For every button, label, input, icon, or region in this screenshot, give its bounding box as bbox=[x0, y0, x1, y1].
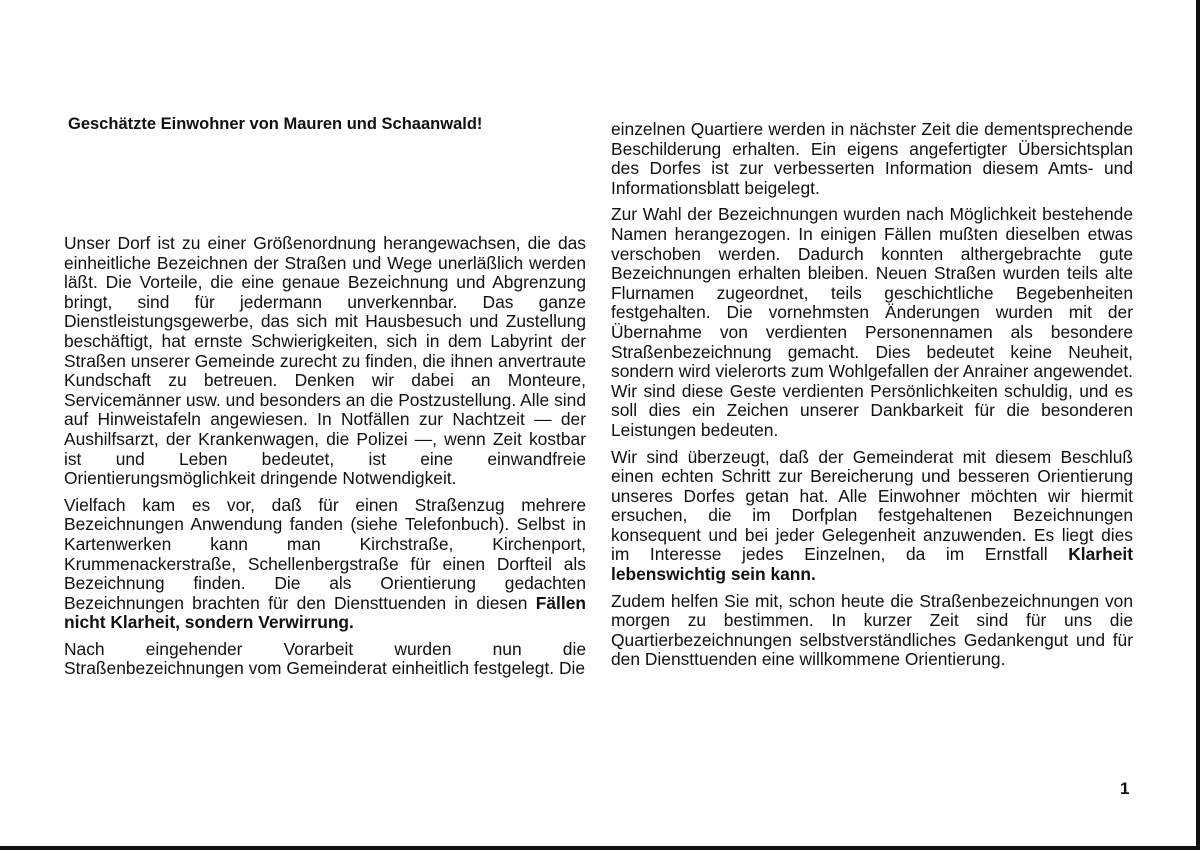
paragraph-text: Vielfach kam es vor, daß für einen Straßenzug mehrere Bezeichnungen Anwendung fanden (siehe Telefonbuch). Selbst in Kartenwerken kann man Kirchstraße, Kirchenport, Krummenackerstraße, Schellenbergstraße für einen Dorfteil als Bezeichnung finden. Die als Orientierung gedachten Bezeichnungen brachten für den Diensttuenden in diesen bbox=[64, 494, 586, 613]
letter-heading: Geschätzte Einwohner von Mauren und Schaanwald! bbox=[68, 115, 483, 133]
paragraph bbox=[611, 448, 1133, 585]
paragraph: einzelnen Quartiere werden in nächster Zeit die dementsprechende Beschilderung erhalten. Ein eigens angefertigter Übersichtsplan des Dorfes ist zur verbesserten Information diesem Amts- und Informationsblatt beigelegt. bbox=[611, 119, 1133, 198]
paragraph: Zudem helfen Sie mit, schon heute die Straßenbezeichnungen von morgen zu bestimmen. In kurzer Zeit sind für uns die Quartierbezeichnungen selbstverständliches Gedankengut und für den Diensttuenden eine willkommene Orientierung. bbox=[611, 590, 1133, 670]
paragraph bbox=[64, 496, 586, 633]
emphasis-text: Fällen nicht Klarheit, sondern Verwirrung. bbox=[64, 592, 586, 633]
paragraph: Zur Wahl der Bezeichnungen wurden nach Möglichkeit bestehende Namen herangezogen. In einigen Fällen mußten dieselben etwas verschoben werden. Dadurch konnten althergebrachte gute Bezeichnungen erhalten bleiben. Neuen Straßen wurden teils alte Flurnamen zugeordnet, teils geschichtliche Begebenheiten festgehalten. Die vornehmsten Änderungen wurden mit der Übernahme von verdienten Personennamen als besondere Straßenbezeichnung gemacht. Dies bedeutet keine Neuheit, sondern wird vielerorts zum Wohlgefallen der Anrainer angewendet. Wir sind diese Geste verdienten Persönlichkeiten schuldig, und es soll dies ein Zeichen unserer Dankbarkeit für die besonderen Leistungen bedeuten. bbox=[611, 204, 1133, 440]
emphasis-text: Klarheit lebenswichtig sein kann. bbox=[611, 544, 1133, 585]
paragraph-text: Wir sind überzeugt, daß der Gemeinderat mit diesem Beschluß einen echten Schritt zur Bereicherung und besseren Orientierung unseres Dorfes getan hat. Alle Einwohner möchten wir hiermit ersuchen, die im Dorfplan festgehaltenen Bezeichnungen konsequent und bei jeder Gelegenheit anzuwenden. Es liegt dies im Interesse jedes Einzelnen, da im Ernstfall bbox=[611, 446, 1133, 565]
right-column bbox=[611, 120, 1133, 677]
page-number: 1 bbox=[1120, 779, 1130, 798]
paragraph: Unser Dorf ist zu einer Größenordnung herangewachsen, die das einheitliche Bezeichnen der Straßen und Wege unerläßlich werden läßt. Die Vorteile, die eine genaue Bezeichnung und Abgrenzung bringt, sind für jedermann unverkennbar. Das ganze Dienstleistungsgewerbe, das sich mit Hausbesuch und Zustellung beschäftigt, hat ernste Schwierigkeiten, sich in dem Labyrint der Straßen unserer Gemeinde zurecht zu finden, die ihnen anvertraute Kundschaft zu betreuen. Denken wir dabei an Monteure, Servicemänner usw. und besonders an die Postzustellung. Alle sind auf Hinweistafeln angewiesen. In Notfällen zur Nachtzeit — der Aushilfsarzt, der Krankenwagen, die Polizei —, wenn Zeit kostbar ist und Leben bedeutet, ist eine einwandfreie Orientierungsmöglichkeit dringende Notwendigkeit. bbox=[64, 233, 586, 489]
paragraph: Nach eingehender Vorarbeit wurden nun die Straßenbezeichnungen vom Gemeinderat einheitlich festgelegt. Die bbox=[64, 638, 586, 679]
left-column bbox=[64, 114, 586, 686]
